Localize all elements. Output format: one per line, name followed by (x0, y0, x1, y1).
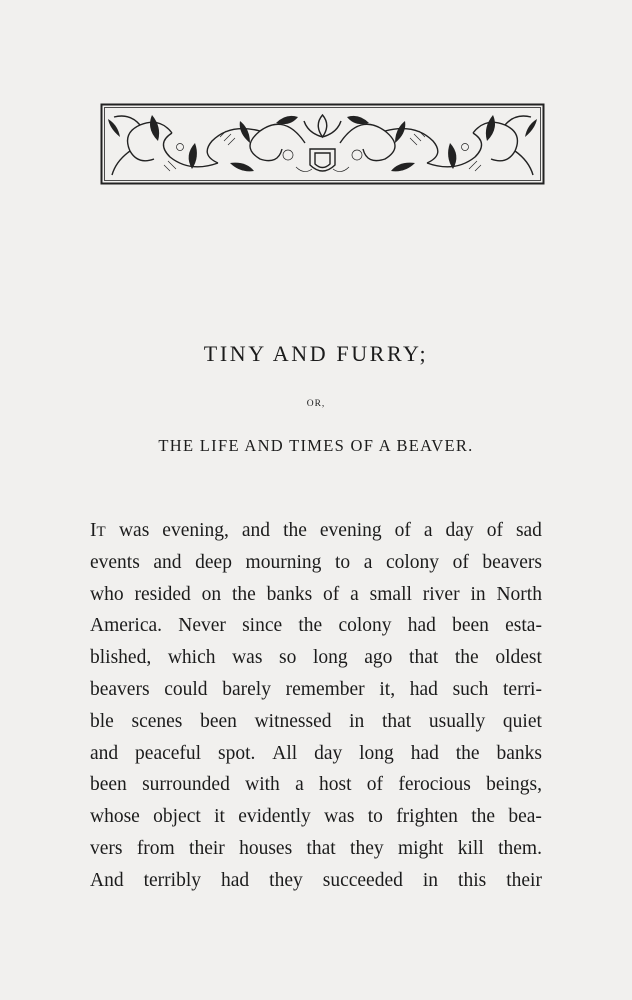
word: had (409, 678, 438, 700)
word: ble (90, 710, 114, 732)
word: day (314, 742, 343, 764)
word (90, 515, 106, 547)
word: the (455, 742, 480, 764)
word: might (397, 837, 444, 859)
word: whose (90, 806, 140, 828)
word: of (486, 520, 503, 541)
word: peaceful (135, 742, 202, 764)
word: the (283, 520, 307, 541)
word: vers (90, 837, 123, 859)
word: this (458, 869, 487, 891)
word: frighten (396, 806, 458, 828)
text-line (90, 769, 542, 801)
word: All (272, 742, 298, 764)
body-text (90, 515, 542, 897)
word: colony (385, 551, 440, 573)
title-conjunction: OR, (306, 399, 326, 409)
word: And (90, 869, 124, 891)
word: on (201, 583, 222, 605)
word: scenes (131, 710, 183, 732)
word: with (245, 774, 280, 796)
initial-capital: I (90, 520, 97, 541)
word: banks (266, 583, 313, 605)
word: evening, (162, 520, 229, 541)
word: could (164, 678, 208, 700)
word: been (452, 615, 489, 637)
text-line (90, 610, 542, 642)
word: had (410, 742, 439, 764)
word: esta- (505, 615, 542, 637)
word: object (153, 806, 201, 828)
word: host (319, 774, 352, 796)
word: since (242, 615, 283, 637)
word: quiet (502, 710, 542, 732)
word: small (369, 583, 412, 605)
word: North (496, 583, 542, 605)
word: colony (338, 615, 392, 637)
text-line (90, 833, 542, 865)
word: day (445, 520, 474, 541)
word: to (334, 551, 351, 573)
text-line (90, 801, 542, 833)
word: river (422, 583, 460, 605)
word: evidently (238, 806, 311, 828)
word: and (153, 551, 182, 573)
book-title: TINY AND FURRY; (203, 341, 429, 366)
word: beavers (90, 678, 150, 700)
word: the (454, 647, 479, 669)
word: succeeded (322, 869, 403, 891)
word: Never (178, 615, 226, 637)
word: to (367, 806, 383, 828)
word: had (221, 869, 250, 891)
word: of (394, 520, 411, 541)
word: a (423, 520, 433, 541)
word: barely (222, 678, 271, 700)
word: was (324, 806, 355, 828)
word: bea- (508, 806, 542, 828)
word: so (279, 647, 297, 669)
word: it (214, 806, 225, 828)
word: beavers (482, 551, 542, 573)
word: the (298, 615, 323, 637)
text-line (90, 642, 542, 674)
word: they (350, 837, 384, 859)
text-line (90, 674, 542, 706)
word: ago (364, 647, 393, 669)
text-line (90, 738, 542, 770)
word: in (349, 710, 365, 732)
word: was (232, 647, 263, 669)
word: of (323, 583, 340, 605)
word: their (189, 837, 225, 859)
word: a (363, 551, 373, 573)
word: resided (134, 583, 191, 605)
word: beings, (486, 774, 542, 796)
word: long (312, 647, 348, 669)
small-capital: T (96, 524, 106, 540)
word: sad (515, 520, 542, 541)
text-line (90, 547, 542, 579)
word: them. (498, 837, 542, 859)
word: spot. (217, 742, 256, 764)
word: and (241, 520, 271, 541)
word: that (409, 647, 439, 669)
word: the (471, 806, 496, 828)
word: houses (239, 837, 293, 859)
word: and (90, 742, 119, 764)
word: such (452, 678, 489, 700)
word: terri- (503, 678, 542, 700)
word: they (269, 869, 303, 891)
word: the (231, 583, 256, 605)
word: long (359, 742, 394, 764)
word: usually (428, 710, 486, 732)
word: a (295, 774, 304, 796)
word: ferocious (398, 774, 471, 796)
word: that (381, 710, 412, 732)
word: mourning (245, 551, 322, 573)
word: was (118, 520, 150, 541)
text-line (90, 865, 542, 897)
word: kill (457, 837, 484, 859)
text-line (90, 579, 542, 611)
book-subtitle: THE LIFE AND TIMES OF A BEAVER. (158, 436, 474, 455)
word: a (350, 583, 359, 605)
text-line (90, 515, 542, 547)
word: been (90, 774, 127, 796)
word: who (90, 583, 124, 605)
word: events (90, 551, 140, 573)
word: terribly (143, 869, 201, 891)
word: witnessed (254, 710, 332, 732)
word: evening (319, 520, 382, 541)
word: surrounded (142, 774, 230, 796)
word: deep (195, 551, 232, 573)
word: that (306, 837, 336, 859)
word: blished, (90, 647, 152, 669)
word: oldest (495, 647, 542, 669)
word: of (366, 774, 384, 796)
word: had (407, 615, 436, 637)
word: been (200, 710, 237, 732)
word: of (452, 551, 469, 573)
word: in (422, 869, 439, 891)
word: it, (379, 678, 396, 700)
word: in (470, 583, 486, 605)
word: remember (285, 678, 365, 700)
word: banks (496, 742, 542, 764)
text-line (90, 706, 542, 738)
word: from (136, 837, 175, 859)
word: which (167, 647, 216, 669)
word: America. (90, 615, 163, 637)
floral-headpiece-icon (100, 103, 545, 185)
word: their (506, 869, 542, 891)
